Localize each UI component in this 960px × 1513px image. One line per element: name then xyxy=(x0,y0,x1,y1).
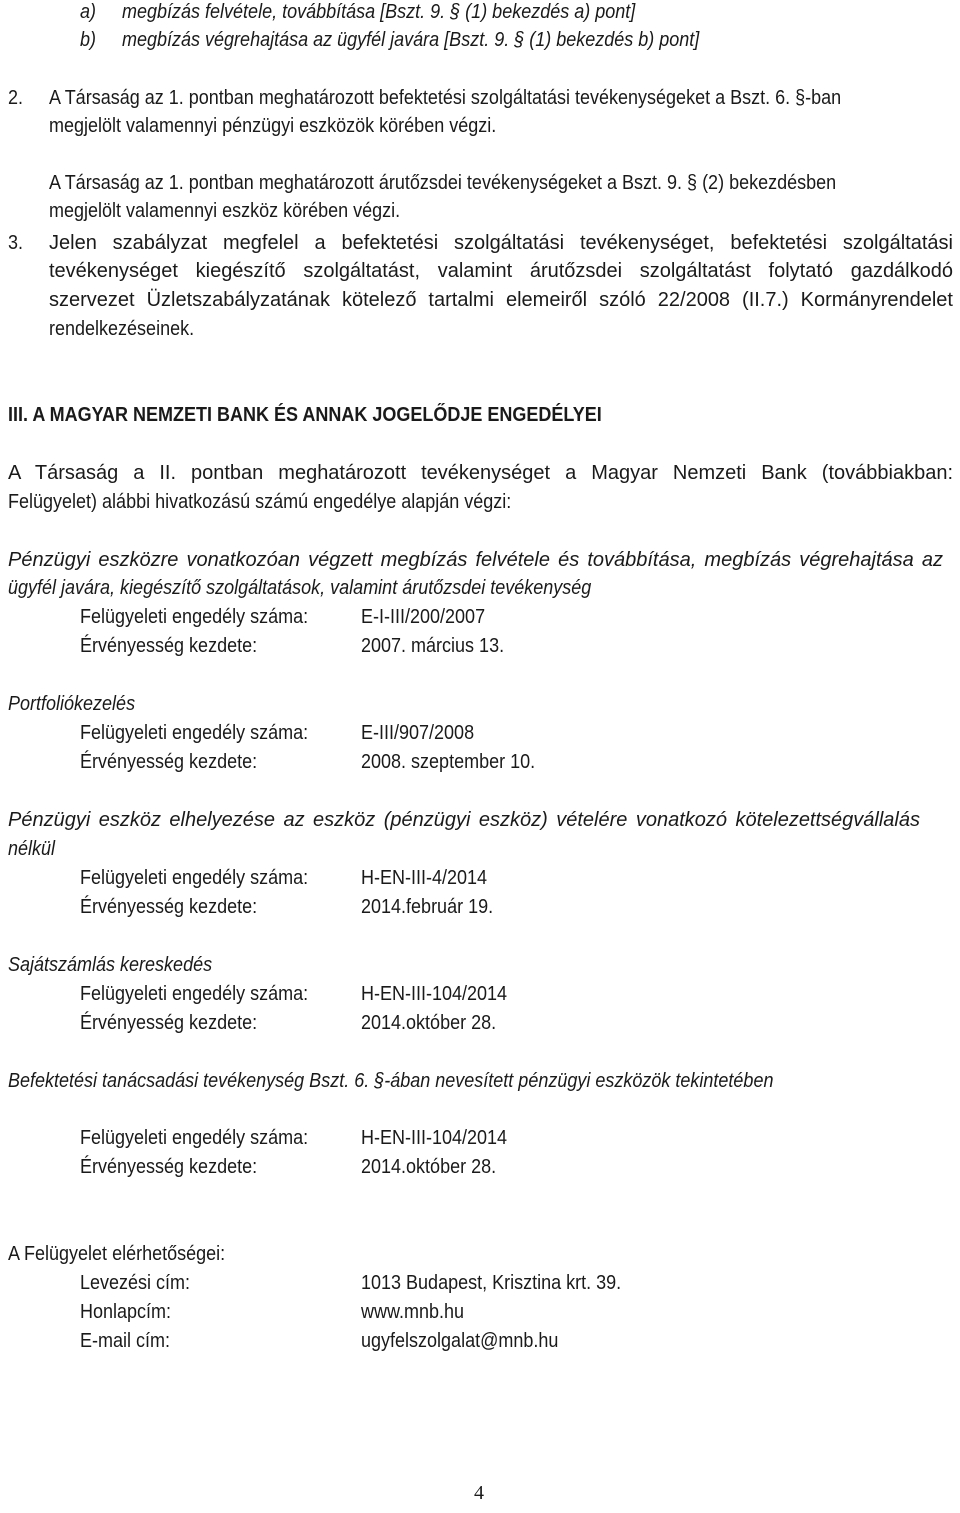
contact-address-label: Levezési cím: xyxy=(80,1272,191,1294)
point-2-line4: megjelölt valamennyi eszköz körében végzi. xyxy=(49,200,401,222)
license-4-date-label: Érvényesség kezdete: xyxy=(80,1012,258,1034)
license-2-title-line1: Portfoliókezelés xyxy=(8,693,136,715)
license-3-date-label: Érvényesség kezdete: xyxy=(80,896,258,918)
contact-address-value: 1013 Budapest, Krisztina krt. 39. xyxy=(361,1272,622,1294)
license-2-date: 2008. szeptember 10. xyxy=(361,751,536,773)
section-heading: III. A MAGYAR NEMZETI BANK ÉS ANNAK JOGELŐDJE ENGEDÉLYEI xyxy=(8,404,602,426)
section-intro-line1: A Társaság a II. pontban meghatározott tevékenységet a Magyar Nemzeti Bank (továbbiakban: xyxy=(8,462,953,484)
point-2-line1: A Társaság az 1. pontban meghatározott befektetési szolgáltatási tevékenységeket a Bszt. 6. §-ban xyxy=(49,87,842,109)
contact-website-label: Honlapcím: xyxy=(80,1301,172,1323)
point-2-line2: megjelölt valamennyi pénzügyi eszközök körében végzi. xyxy=(49,115,497,137)
list-item-b: megbízás végrehajtása az ügyfél javára [Bszt. 9. § (1) bekezdés b) pont] xyxy=(122,29,700,51)
list-marker-a: a) xyxy=(80,1,97,23)
license-1-number: E-I-III/200/2007 xyxy=(361,606,486,628)
contact-email-link[interactable]: ugyfelszolgalat@mnb.hu xyxy=(361,1330,559,1352)
license-4-number-label: Felügyeleti engedély száma: xyxy=(80,983,309,1005)
list-item-a: megbízás felvétele, továbbítása [Bszt. 9. § (1) bekezdés a) pont] xyxy=(122,1,636,23)
contact-email-label: E-mail cím: xyxy=(80,1330,170,1352)
license-1-number-label: Felügyeleti engedély száma: xyxy=(80,606,309,628)
license-2-date-label: Érvényesség kezdete: xyxy=(80,751,258,773)
license-5-date-label: Érvényesség kezdete: xyxy=(80,1156,258,1178)
license-1-title-line2: ügyfél javára, kiegészítő szolgáltatások, valamint árutőzsdei tevékenység xyxy=(8,577,592,599)
contact-heading: A Felügyelet elérhetőségei: xyxy=(8,1243,226,1265)
license-5-title-line1: Befektetési tanácsadási tevékenység Bszt. 6. §-ában nevesített pénzügyi eszközök tekintetében xyxy=(8,1070,774,1092)
license-5-date: 2014.október 28. xyxy=(361,1156,497,1178)
license-4-title-line1: Sajátszámlás kereskedés xyxy=(8,954,213,976)
license-2-number: E-III/907/2008 xyxy=(361,722,475,744)
license-4-number: H-EN-III-104/2014 xyxy=(361,983,508,1005)
list-marker-b: b) xyxy=(80,29,97,51)
license-3-number-label: Felügyeleti engedély száma: xyxy=(80,867,309,889)
point-3-line2: tevékenységet kiegészítő szolgáltatást, valamint árutőzsdei szolgáltatást folytató gazdálkodó xyxy=(49,260,953,282)
license-3-title-line1: Pénzügyi eszköz elhelyezése az eszköz (pénzügyi eszköz) vételére vonatkozó kötelezettségvállalás xyxy=(8,809,920,831)
license-5-number-label: Felügyeleti engedély száma: xyxy=(80,1127,309,1149)
license-4-date: 2014.október 28. xyxy=(361,1012,497,1034)
point-3-line4: rendelkezéseinek. xyxy=(49,318,195,340)
license-1-date-label: Érvényesség kezdete: xyxy=(80,635,258,657)
point-2-number: 2. xyxy=(8,87,24,109)
point-3-line3: szervezet Üzletszabályzatának kötelező tartalmi elemeiről szóló 22/2008 (II.7.) Kormányrendelet xyxy=(49,289,953,311)
license-1-title-line1: Pénzügyi eszközre vonatkozóan végzett megbízás felvétele és továbbítása, megbízás végrehajtása az xyxy=(8,549,943,571)
license-2-number-label: Felügyeleti engedély száma: xyxy=(80,722,309,744)
page-number: 4 xyxy=(474,1482,484,1504)
license-3-number: H-EN-III-4/2014 xyxy=(361,867,488,889)
license-3-title-line2: nélkül xyxy=(8,838,56,860)
point-2-line3: A Társaság az 1. pontban meghatározott árutőzsdei tevékenységeket a Bszt. 9. § (2) bekezdésben xyxy=(49,172,837,194)
section-intro-line2: Felügyelet) alábbi hivatkozású számú engedélye alapján végzi: xyxy=(8,491,512,513)
contact-website-link[interactable]: www.mnb.hu xyxy=(361,1301,465,1323)
point-3-line1: Jelen szabályzat megfelel a befektetési szolgáltatási tevékenységet, befektetési szolgáltatási xyxy=(49,232,953,254)
license-5-number: H-EN-III-104/2014 xyxy=(361,1127,508,1149)
license-3-date: 2014.február 19. xyxy=(361,896,494,918)
license-1-date: 2007. március 13. xyxy=(361,635,505,657)
point-3-number: 3. xyxy=(8,232,24,254)
